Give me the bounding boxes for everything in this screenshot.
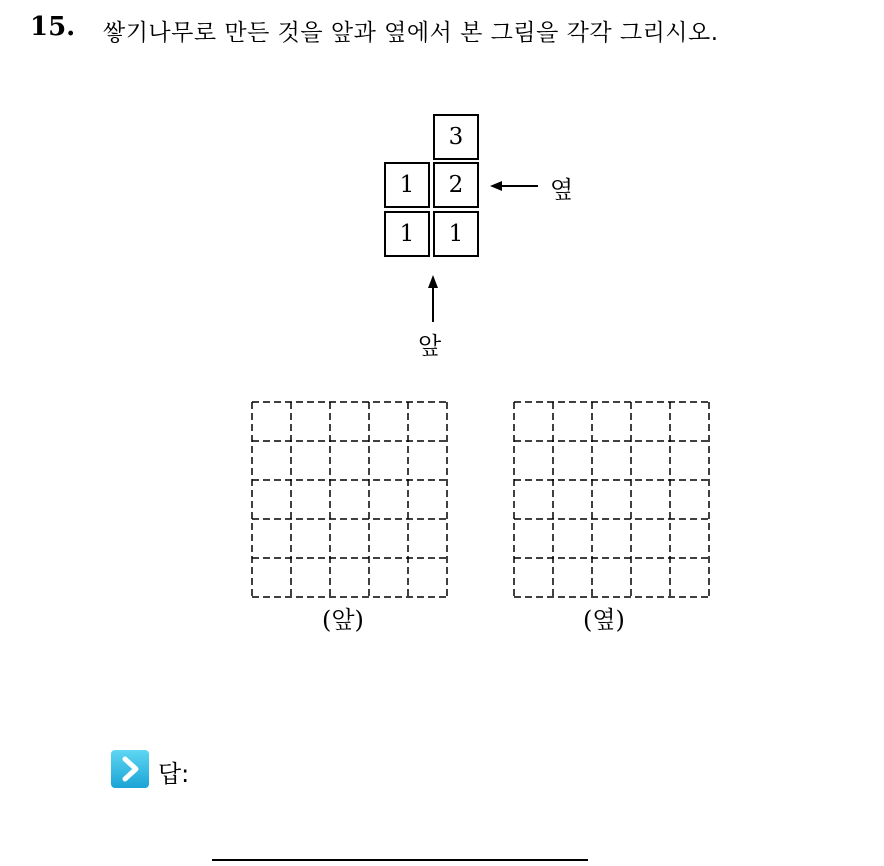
front-view-caption: (앞) xyxy=(322,606,364,634)
block-cell-bottom-right: 1 xyxy=(433,211,479,257)
block-cell-mid-right: 2 xyxy=(433,162,479,208)
side-view-arrow xyxy=(488,178,548,194)
side-view-caption: (옆) xyxy=(583,606,625,634)
question-number: 15. xyxy=(30,12,76,42)
answer-line[interactable] xyxy=(212,859,588,861)
question-text: 쌓기나무로 만든 것을 앞과 옆에서 본 그림을 각각 그리시오. xyxy=(103,20,719,46)
block-cell-mid-left: 1 xyxy=(384,162,430,208)
side-view-grid[interactable] xyxy=(513,401,713,601)
front-view-grid[interactable] xyxy=(251,401,451,601)
answer-label: 답: xyxy=(158,760,190,788)
block-cell-bottom-left: 1 xyxy=(384,211,430,257)
front-view-label: 앞 xyxy=(418,332,442,360)
chevron-right-icon xyxy=(111,750,149,788)
block-cell-top: 3 xyxy=(433,114,479,160)
side-view-label: 옆 xyxy=(550,176,574,204)
front-view-arrow xyxy=(425,274,441,324)
